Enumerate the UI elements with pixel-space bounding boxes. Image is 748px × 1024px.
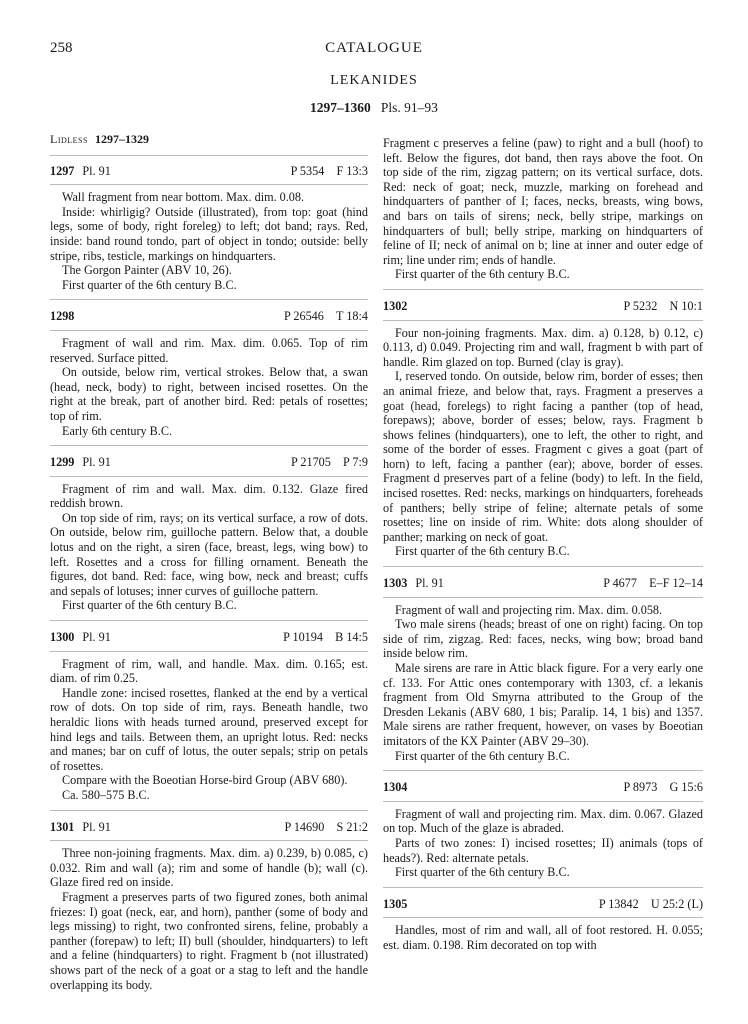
left-column xyxy=(50,128,368,1008)
entry-plate: Pl. 91 xyxy=(415,576,444,591)
entry-date: Early 6th century B.C. xyxy=(62,423,173,438)
entry-heading xyxy=(50,309,368,331)
entry-date: First quarter of the 6th century B.C. xyxy=(62,598,237,613)
right-column xyxy=(383,136,703,969)
entry-heading xyxy=(383,780,703,802)
entry-paragraph: Handles, most of rim and wall, all of foot restored. H. 0.055; est. diam. 0.198. Rim decorated on top with xyxy=(383,923,703,952)
section-title: LEKANIDES xyxy=(330,73,418,88)
entry-date: First quarter of the 6th century B.C. xyxy=(395,544,570,559)
section-range: 1297–1360 Pls. 91–93 xyxy=(310,100,438,115)
entry-paragraph: Four non-joining fragments. Max. dim. a) 0.128, b) 0.12, c) 0.113, d) 0.049. Projecting rim and wall, fragment b with part of handle. Rim glazed on top. Burned (clay is gray). xyxy=(383,325,703,369)
running-title: CATALOGUE xyxy=(325,40,423,56)
entry-paragraph: Three non-joining fragments. Max. dim. a) 0.239, b) 0.085, c) 0.032. Rim and wall (a); rim and some of handle (b); wall (c). Glaze fired red on inside. xyxy=(50,846,368,890)
entry-number-plate xyxy=(50,309,74,324)
entry-heading xyxy=(50,455,368,477)
entry-number: 1299 xyxy=(50,455,75,470)
entry-number: 1301 xyxy=(50,819,75,834)
entry-date: First quarter of the 6th century B.C. xyxy=(395,267,570,282)
entry-number-plate xyxy=(383,897,407,912)
entry-inventory: P 21705 P 7:9 xyxy=(291,455,368,470)
entry-plate: Pl. 91 xyxy=(82,163,111,178)
entry-inventory: P 5232 N 10:1 xyxy=(623,298,703,313)
catalogue-entry xyxy=(383,780,703,888)
entry-number-plate xyxy=(383,576,444,591)
entry-inventory: P 13842 U 25:2 (L) xyxy=(598,896,703,911)
entry-paragraph: Fragment c preserves a feline (paw) to right and a bull (hoof) to left. Below the figures, dot band, then rays above the foot. On top side of the rim, zigzag pattern; on its vertical surface, dots. Red: neck of goat; neck, muzzle, marking on forehead and hindquarters of panther of I; faces, necks, breasts, wing bows, and bars on tails of sirens; neck, belly stripe, markings on hindquarters of bull; belly stripe, marking on hindquarters of feline of II; neck of animal on b; line at inner and outer edge of rim; line under rim; ends of handle. xyxy=(383,136,703,267)
entry-paragraph: Parts of two zones: I) incised rosettes; II) animals (tops of heads?). Red: alternate petals. xyxy=(383,835,703,865)
entry-number-plate xyxy=(383,299,407,314)
entry-paragraph: The Gorgon Painter (ABV 10, 26). xyxy=(62,263,232,278)
entry-number-plate xyxy=(50,820,111,835)
entry-heading xyxy=(383,299,703,321)
catalogue-entry xyxy=(50,455,368,621)
entry-number-plate xyxy=(50,455,111,470)
catalogue-entry xyxy=(50,820,368,1000)
catalogue-entry xyxy=(383,897,703,960)
entry-heading xyxy=(50,164,368,186)
entry-inventory: P 4677 E–F 12–14 xyxy=(603,576,703,591)
entry-paragraph: Inside: whirligig? Outside (illustrated), from top: goat (hind legs, some of body, right foreleg) to left; dot band; rays. Red, inside: band round tondo, part of object in tondo; outside: belly stripe, ribs, testicle, markings on hindquarters. xyxy=(50,204,368,263)
subsection-heading: Lidless 1297–1329 xyxy=(50,128,368,156)
entry-number: 1297 xyxy=(50,163,75,178)
entry-paragraph: I, reserved tondo. On outside, below rim, border of esses; then an animal frieze, and below that, rays. Fragment a preserves a goat (head, forelegs) to right facing a panther (top of head, forepaws); above, border of esses; below, rays. Fragment b shows felines (hindquarters), one to left, the other to right, and some of the border of esses. Fragment c gives a goat (part of horn) to left, facing a panther (ear); above, border of esses. Fragment d preserves part of a feline (body) to left. In the field, incised rosettes. Red: necks, markings on hindquarters, foreheads of panthers; belly stripe of feline; alternate petals of some rosettes; line on inside of rim. White: dots along shoulder of panther; marking on neck of goat. xyxy=(383,369,703,544)
entry-inventory: P 26546 T 18:4 xyxy=(284,309,368,324)
entry-inventory: P 10194 B 14:5 xyxy=(283,630,368,645)
catalogue-entry xyxy=(50,309,368,446)
entry-number: 1300 xyxy=(50,630,75,645)
entry-heading xyxy=(50,820,368,842)
entry-paragraph: Wall fragment from near bottom. Max. dim. 0.08. xyxy=(62,190,305,205)
entry-plate: Pl. 91 xyxy=(82,819,111,834)
entry-paragraph: Fragment of wall and projecting rim. Max. dim. 0.058. xyxy=(395,602,663,617)
page-number: 258 xyxy=(50,40,73,56)
catalogue-entry xyxy=(50,164,368,301)
entry-date: First quarter of the 6th century B.C. xyxy=(62,277,237,292)
entry-number: 1304 xyxy=(383,780,408,795)
entry-number: 1298 xyxy=(50,309,75,324)
entry-paragraph: Fragment of wall and projecting rim. Max. dim. 0.067. Glazed on top. Much of the glaze is abraded. xyxy=(383,806,703,836)
entry-inventory: P 8973 G 15:6 xyxy=(623,780,703,795)
entry-date: First quarter of the 6th century B.C. xyxy=(395,865,570,880)
entry-heading xyxy=(50,630,368,652)
entry-date: First quarter of the 6th century B.C. xyxy=(395,748,570,763)
catalogue-entry xyxy=(383,136,703,290)
entry-paragraph: Fragment a preserves parts of two figured zones, both animal friezes: I) goat (neck, ear, and horn), panther (some of body and legs missing) to right, two confronted sirens, feline, probably a panther (forepaw) to left; II) bull (shoulder, hindquarters) to left and a feline (hindquarters) to right. Fragment b (not illustrated) shows part of the neck of a goat or a stag to left and the handle overlapping its body. xyxy=(50,889,368,992)
entry-heading xyxy=(383,897,703,919)
entry-paragraph: Fragment of rim, wall, and handle. Max. dim. 0.165; est. diam. of rim 0.25. xyxy=(50,656,368,686)
entry-plate: Pl. 91 xyxy=(82,455,111,470)
entry-number: 1303 xyxy=(383,576,408,591)
entry-paragraph: On outside, below rim, vertical strokes. Below that, a swan (head, neck, body) to right, between incised rosettes. On the right at the break, part of another bird. Red: petals of rosettes; top of rim. xyxy=(50,365,368,423)
entry-number: 1305 xyxy=(383,896,408,911)
catalogue-entry xyxy=(383,299,703,567)
entry-paragraph: Fragment of wall and rim. Max. dim. 0.065. Top of rim reserved. Surface pitted. xyxy=(50,335,368,365)
entry-number: 1302 xyxy=(383,298,408,313)
catalogue-entry xyxy=(50,630,368,811)
entry-paragraph: Fragment of rim and wall. Max. dim. 0.132. Glaze fired reddish brown. xyxy=(50,481,368,511)
entry-date: Ca. 580–575 B.C. xyxy=(62,787,150,802)
entry-inventory: P 5354 F 13:3 xyxy=(290,163,368,178)
entry-plate: Pl. 91 xyxy=(82,630,111,645)
entry-paragraph: On top side of rim, rays; on its vertical surface, a row of dots. On outside, below rim, guilloche pattern. Below that, a double lotus and on the right, a siren (face, breast, legs, wing bow) to left. Rosettes and a cross for filling ornament. Beneath the figures, dot band. Red: face, wing bow, neck and breast; cuffs and sepals of lotuses; inner curves of guilloche pattern. xyxy=(50,510,368,598)
catalogue-entry xyxy=(383,576,703,771)
entry-number-plate xyxy=(50,630,111,645)
entry-paragraph: Two male sirens (heads; breast of one on right) facing. On top side of rim, zigzag. Red: faces, necks, wing bow; broad band inside below rim. xyxy=(383,617,703,661)
entry-heading xyxy=(383,576,703,598)
entry-inventory: P 14690 S 21:2 xyxy=(284,819,368,834)
entry-paragraph: Handle zone: incised rosettes, flanked at the end by a vertical row of dots. On top side of rim, rays. Beneath handle, two heraldic lions with heads turned around, preserved except for hind legs and tails. Between them, an upright lotus. Red: necks and manes; bar on cuff of lotus, the outer sepals; strip on petals of rosettes. xyxy=(50,685,368,773)
entry-number-plate xyxy=(50,164,111,179)
entry-paragraph: Compare with the Boeotian Horse-bird Group (ABV 680). xyxy=(62,773,348,788)
entry-paragraph: Male sirens are rare in Attic black figure. For a very early one cf. 133. For Attic ones contemporary with 1303, cf. a lekanis fragment from Old Smyrna attributed to the Group of the Dresden Lekanis (ABV 680, 1 bis; Paralip. 14, 1 bis) and 1357. Male sirens are rather frequent, however, on vases by Boeotian imitators of the KX Painter (ABV 29–30). xyxy=(383,661,703,748)
entry-number-plate xyxy=(383,780,407,795)
